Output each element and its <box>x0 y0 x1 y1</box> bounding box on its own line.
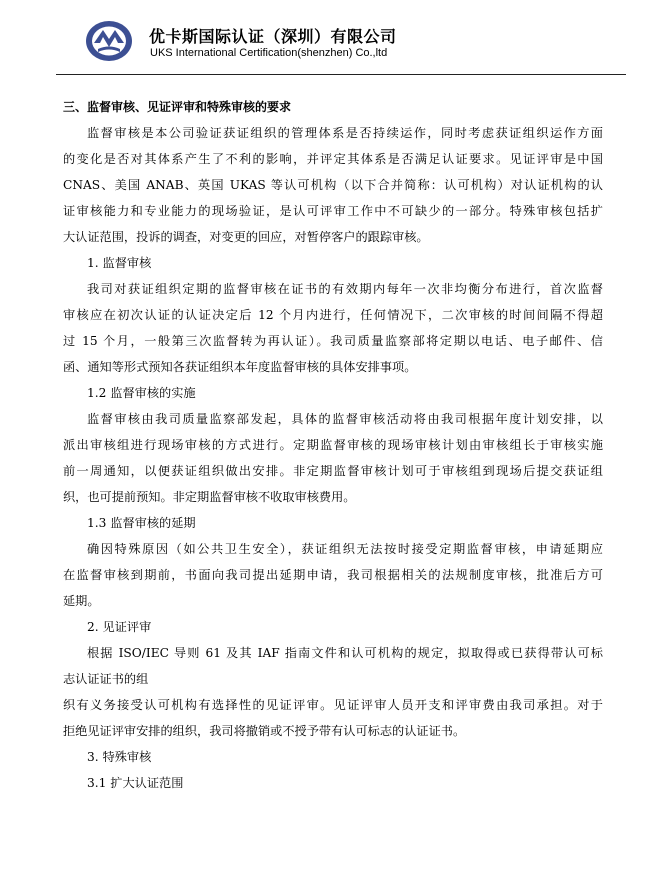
subsection-title-3: 3. 特殊审核 <box>87 750 152 764</box>
intro-line: 的变化是否对其体系产生了不利的影响，并评定其体系是否满足认证要求。见证评审是中国 <box>63 152 603 166</box>
paragraph-line: 确因特殊原因（如公共卫生安全），获证组织无法按时接受定期监督审核，申请延期应 <box>87 542 603 556</box>
subsection-title-1: 1. 监督审核 <box>87 256 152 270</box>
subsection-title-3-1: 3.1 扩大认证范围 <box>87 776 184 790</box>
paragraph-line: 织，也可提前预知。非定期监督审核不收取审核费用。 <box>63 490 356 504</box>
header-divider <box>56 74 626 75</box>
paragraph-line: 派出审核组进行现场审核的方式进行。定期监督审核的现场审核计划由审核组长于审核实施 <box>63 438 603 452</box>
intro-line: 监督审核是本公司验证获证组织的管理体系是否持续运作，同时考虑获证组织运作方面 <box>87 126 603 140</box>
paragraph-line: 审核应在初次认证的认证决定后 12 个月内进行，任何情况下，二次审核的时间间隔不得超 <box>63 308 603 322</box>
paragraph-line: 我司对获证组织定期的监督审核在证书的有效期内每年一次非均衡分布进行，首次监督 <box>87 282 603 296</box>
paragraph-line: 监督审核由我司质量监察部发起，具体的监督审核活动将由我司根据年度计划安排，以 <box>87 412 603 426</box>
paragraph-line: 拒绝见证评审安排的组织，我司将撤销或不授予带有认可标志的认证证书。 <box>63 724 466 738</box>
paragraph-line: 过 15 个月，一般第三次监督转为再认证）。我司质量监察部将定期以电话、电子邮件、信 <box>63 334 603 348</box>
paragraph-line: 志认证证书的组 <box>63 672 149 686</box>
subsection-title-2: 2. 见证评审 <box>87 620 152 634</box>
document-body <box>63 94 603 796</box>
paragraph-line: 在监督审核到期前，书面向我司提出延期申请，我司根据相关的法规制度审核，批准后方可 <box>63 568 603 582</box>
company-name-en: UKS International Certification(shenzhen) Co.,ltd <box>150 47 388 59</box>
paragraph-line: 织有义务接受认可机构有选择性的见证评审。见证评审人员开支和评审费由我司承担。对于 <box>63 698 603 712</box>
paragraph-line: 延期。 <box>63 594 100 608</box>
intro-line: CNAS、美国 ANAB、英国 UKAS 等认可机构（以下合并简称：认可机构）对认证机构的认 <box>63 178 603 192</box>
subsection-title-1-3: 1.3 监督审核的延期 <box>87 516 196 530</box>
uks-logo-icon <box>84 18 134 64</box>
paragraph-line: 前一周通知，以便获证组织做出安排。非定期监督审核计划可于审核组到现场后提交获证组 <box>63 464 603 478</box>
page-header <box>0 0 655 76</box>
section-title: 三、监督审核、见证评审和特殊审核的要求 <box>63 100 292 114</box>
paragraph-line: 根据 ISO/IEC 导则 61 及其 IAF 指南文件和认可机构的规定，拟取得或已获得带认可标 <box>87 646 603 660</box>
subsection-title-1-2: 1.2 监督审核的实施 <box>87 386 196 400</box>
company-name-cn: 优卡斯国际认证（深圳）有限公司 <box>149 27 397 46</box>
paragraph-line: 函、通知等形式预知各获证组织本年度监督审核的具体安排事项。 <box>63 360 417 374</box>
intro-line: 证审核能力和专业能力的现场验证，是认可评审工作中不可缺少的一部分。特殊审核包括扩 <box>63 204 603 218</box>
intro-line: 大认证范围，投诉的调查，对变更的回应，对暂停客户的跟踪审核。 <box>63 230 429 244</box>
